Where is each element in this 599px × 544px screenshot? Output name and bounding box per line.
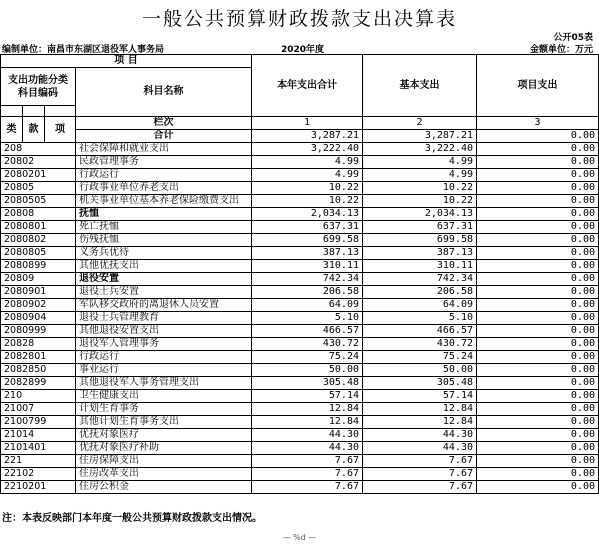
sum-label: 合计: [76, 130, 252, 143]
row-basic: 50.00: [363, 364, 477, 377]
row-project: 0.00: [477, 182, 599, 195]
row-basic: 10.22: [363, 182, 477, 195]
row-subject-name: 行政运行: [76, 169, 252, 182]
row-total: 44.30: [252, 429, 363, 442]
row-code: 2080801: [1, 221, 76, 234]
row-subject-name: 卫生健康支出: [76, 390, 252, 403]
row-total: 50.00: [252, 364, 363, 377]
table-row: [1, 143, 599, 156]
row-project: 0.00: [477, 468, 599, 481]
row-project: 0.00: [477, 260, 599, 273]
row-project: 0.00: [477, 286, 599, 299]
row-subject-name: 军队移交政府的离退休人员安置: [76, 299, 252, 312]
row-subject-name: 退役士兵安置: [76, 286, 252, 299]
row-project: 0.00: [477, 325, 599, 338]
row-basic: 466.57: [363, 325, 477, 338]
header-lanci: 栏次: [76, 117, 252, 130]
sum-basic: 3,287.21: [363, 130, 477, 143]
row-project: 0.00: [477, 169, 599, 182]
table-row: [1, 221, 599, 234]
header-subject-name: 科目名称: [76, 68, 252, 117]
row-basic: 12.84: [363, 416, 477, 429]
row-basic: 206.58: [363, 286, 477, 299]
fiscal-year: 2020年度: [281, 45, 325, 55]
row-code: 208: [1, 143, 76, 156]
header-spacer: [1, 106, 23, 117]
row-subject-name: 死亡抚恤: [76, 221, 252, 234]
report-title: 一般公共预算财政拨款支出决算表: [141, 8, 457, 30]
row-project: 0.00: [477, 390, 599, 403]
row-basic: 12.84: [363, 403, 477, 416]
row-project: 0.00: [477, 364, 599, 377]
row-code: 21014: [1, 429, 76, 442]
header-project: 项 目: [1, 55, 252, 68]
row-basic: 742.34: [363, 273, 477, 286]
row-total: 742.34: [252, 273, 363, 286]
row-subject-name: 住房公积金: [76, 481, 252, 494]
table-row: [1, 312, 599, 325]
table-row: [1, 468, 599, 481]
row-project: 0.00: [477, 429, 599, 442]
table-row: [1, 234, 599, 247]
row-project: 0.00: [477, 403, 599, 416]
row-subject-name: 社会保障和就业支出: [76, 143, 252, 156]
row-total: 75.24: [252, 351, 363, 364]
table-row: [1, 442, 599, 455]
table-row: [1, 182, 599, 195]
row-total: 64.09: [252, 299, 363, 312]
header-func-code: 支出功能分类科目编码: [1, 68, 76, 106]
row-total: 7.67: [252, 468, 363, 481]
row-basic: 57.14: [363, 390, 477, 403]
row-code: 2101401: [1, 442, 76, 455]
row-project: 0.00: [477, 208, 599, 221]
row-code: 2080505: [1, 195, 76, 208]
table-row: [1, 364, 599, 377]
row-total: 637.31: [252, 221, 363, 234]
row-project: 0.00: [477, 416, 599, 429]
row-subject-name: 住房改革支出: [76, 468, 252, 481]
row-total: 3,222.40: [252, 143, 363, 156]
row-project: 0.00: [477, 442, 599, 455]
row-code: 221: [1, 455, 76, 468]
table-row: [1, 429, 599, 442]
row-code: 21007: [1, 403, 76, 416]
row-total: 4.99: [252, 169, 363, 182]
row-code: 2082899: [1, 377, 76, 390]
row-subject-name: 抚恤: [76, 208, 252, 221]
row-subject-name: 退役士兵管理教育: [76, 312, 252, 325]
header-project-expense: 项目支出: [477, 55, 599, 117]
row-subject-name: 伤残抚恤: [76, 234, 252, 247]
row-basic: 75.24: [363, 351, 477, 364]
column-number-2: 2: [363, 117, 477, 130]
row-project: 0.00: [477, 143, 599, 156]
row-code: 2080901: [1, 286, 76, 299]
row-code: 20802: [1, 156, 76, 169]
row-project: 0.00: [477, 299, 599, 312]
table-row: [1, 416, 599, 429]
currency-unit: 金额单位：万元: [529, 45, 593, 55]
row-code: 2080999: [1, 325, 76, 338]
row-code: 2080201: [1, 169, 76, 182]
table-row: [1, 351, 599, 364]
row-total: 699.58: [252, 234, 363, 247]
row-code: 2080802: [1, 234, 76, 247]
row-subject-name: 优抚对象医疗: [76, 429, 252, 442]
row-total: 206.58: [252, 286, 363, 299]
row-subject-name: 其他优抚支出: [76, 260, 252, 273]
row-code: 2100799: [1, 416, 76, 429]
table-row: [1, 455, 599, 468]
table-row: [1, 195, 599, 208]
row-total: 57.14: [252, 390, 363, 403]
page-number: — %d —: [282, 533, 317, 542]
row-total: 10.22: [252, 182, 363, 195]
row-total: 10.22: [252, 195, 363, 208]
row-basic: 5.10: [363, 312, 477, 325]
form-number: 公开05表: [553, 33, 593, 43]
row-code: 20805: [1, 182, 76, 195]
table-row: [1, 247, 599, 260]
table-row: [1, 260, 599, 273]
row-total: 7.67: [252, 481, 363, 494]
row-total: 7.67: [252, 455, 363, 468]
row-total: 430.72: [252, 338, 363, 351]
table-note: 注：本表反映部门本年度一般公共预算财政拨款支出情况。: [2, 513, 262, 524]
table-row: [1, 325, 599, 338]
row-subject-name: 其他计划生育事务支出: [76, 416, 252, 429]
row-subject-name: 退役军人管理事务: [76, 338, 252, 351]
row-code: 22102: [1, 468, 76, 481]
header-total: 本年支出合计: [252, 55, 363, 117]
header-lei: 类: [1, 117, 23, 143]
header-spacer: [23, 106, 45, 117]
row-total: 2,034.13: [252, 208, 363, 221]
table-row: [1, 208, 599, 221]
row-project: 0.00: [477, 377, 599, 390]
row-code: 20808: [1, 208, 76, 221]
row-subject-name: 民政管理事务: [76, 156, 252, 169]
row-subject-name: 义务兵优待: [76, 247, 252, 260]
row-subject-name: 行政事业单位养老支出: [76, 182, 252, 195]
row-basic: 387.13: [363, 247, 477, 260]
row-total: 310.11: [252, 260, 363, 273]
row-total: 305.48: [252, 377, 363, 390]
row-basic: 305.48: [363, 377, 477, 390]
row-subject-name: 退役安置: [76, 273, 252, 286]
row-code: 2082801: [1, 351, 76, 364]
row-project: 0.00: [477, 156, 599, 169]
row-basic: 310.11: [363, 260, 477, 273]
table-row: [1, 299, 599, 312]
header-kuan: 款: [23, 117, 45, 143]
row-project: 0.00: [477, 312, 599, 325]
row-basic: 3,222.40: [363, 143, 477, 156]
row-project: 0.00: [477, 273, 599, 286]
row-total: 387.13: [252, 247, 363, 260]
table-row: [1, 338, 599, 351]
header-basic: 基本支出: [363, 55, 477, 117]
row-basic: 7.67: [363, 481, 477, 494]
row-code: 2210201: [1, 481, 76, 494]
row-project: 0.00: [477, 234, 599, 247]
row-basic: 4.99: [363, 156, 477, 169]
row-code: 2080902: [1, 299, 76, 312]
row-basic: 64.09: [363, 299, 477, 312]
row-total: 12.84: [252, 416, 363, 429]
row-project: 0.00: [477, 221, 599, 234]
table-row: [1, 169, 599, 182]
row-basic: 7.67: [363, 455, 477, 468]
row-total: 466.57: [252, 325, 363, 338]
table-row: [1, 286, 599, 299]
row-basic: 699.58: [363, 234, 477, 247]
table-row: [1, 390, 599, 403]
row-subject-name: 其他退役安置支出: [76, 325, 252, 338]
row-code: 210: [1, 390, 76, 403]
row-basic: 10.22: [363, 195, 477, 208]
row-code: 2080899: [1, 260, 76, 273]
sum-project: 0.00: [477, 130, 599, 143]
row-project: 0.00: [477, 247, 599, 260]
table-row: [1, 481, 599, 494]
row-basic: 7.67: [363, 468, 477, 481]
row-basic: 637.31: [363, 221, 477, 234]
row-subject-name: 计划生育事务: [76, 403, 252, 416]
expenditure-table: [0, 54, 599, 494]
row-total: 44.30: [252, 442, 363, 455]
row-basic: 44.30: [363, 429, 477, 442]
row-project: 0.00: [477, 455, 599, 468]
compiling-unit: 编制单位：南昌市东湖区退役军人事务局: [2, 45, 165, 55]
row-project: 0.00: [477, 351, 599, 364]
row-subject-name: 其他退役军人事务管理支出: [76, 377, 252, 390]
table-row: [1, 156, 599, 169]
row-total: 5.10: [252, 312, 363, 325]
row-total: 12.84: [252, 403, 363, 416]
row-code: 2080805: [1, 247, 76, 260]
column-number-1: 1: [252, 117, 363, 130]
table-row: [1, 273, 599, 286]
row-basic: 2,034.13: [363, 208, 477, 221]
row-total: 4.99: [252, 156, 363, 169]
row-code: 20828: [1, 338, 76, 351]
row-code: 20809: [1, 273, 76, 286]
row-subject-name: 住房保障支出: [76, 455, 252, 468]
row-basic: 44.30: [363, 442, 477, 455]
row-project: 0.00: [477, 195, 599, 208]
row-basic: 4.99: [363, 169, 477, 182]
row-subject-name: 机关事业单位基本养老保险缴费支出: [76, 195, 252, 208]
column-number-3: 3: [477, 117, 599, 130]
sum-total: 3,287.21: [252, 130, 363, 143]
row-subject-name: 行政运行: [76, 351, 252, 364]
row-subject-name: 优抚对象医疗补助: [76, 442, 252, 455]
header-spacer: [45, 106, 76, 117]
table-row: [1, 403, 599, 416]
row-project: 0.00: [477, 338, 599, 351]
row-basic: 430.72: [363, 338, 477, 351]
table-row: [1, 377, 599, 390]
row-code: 2082850: [1, 364, 76, 377]
row-code: 2080904: [1, 312, 76, 325]
header-xiang: 项: [45, 117, 76, 143]
row-subject-name: 事业运行: [76, 364, 252, 377]
row-project: 0.00: [477, 481, 599, 494]
